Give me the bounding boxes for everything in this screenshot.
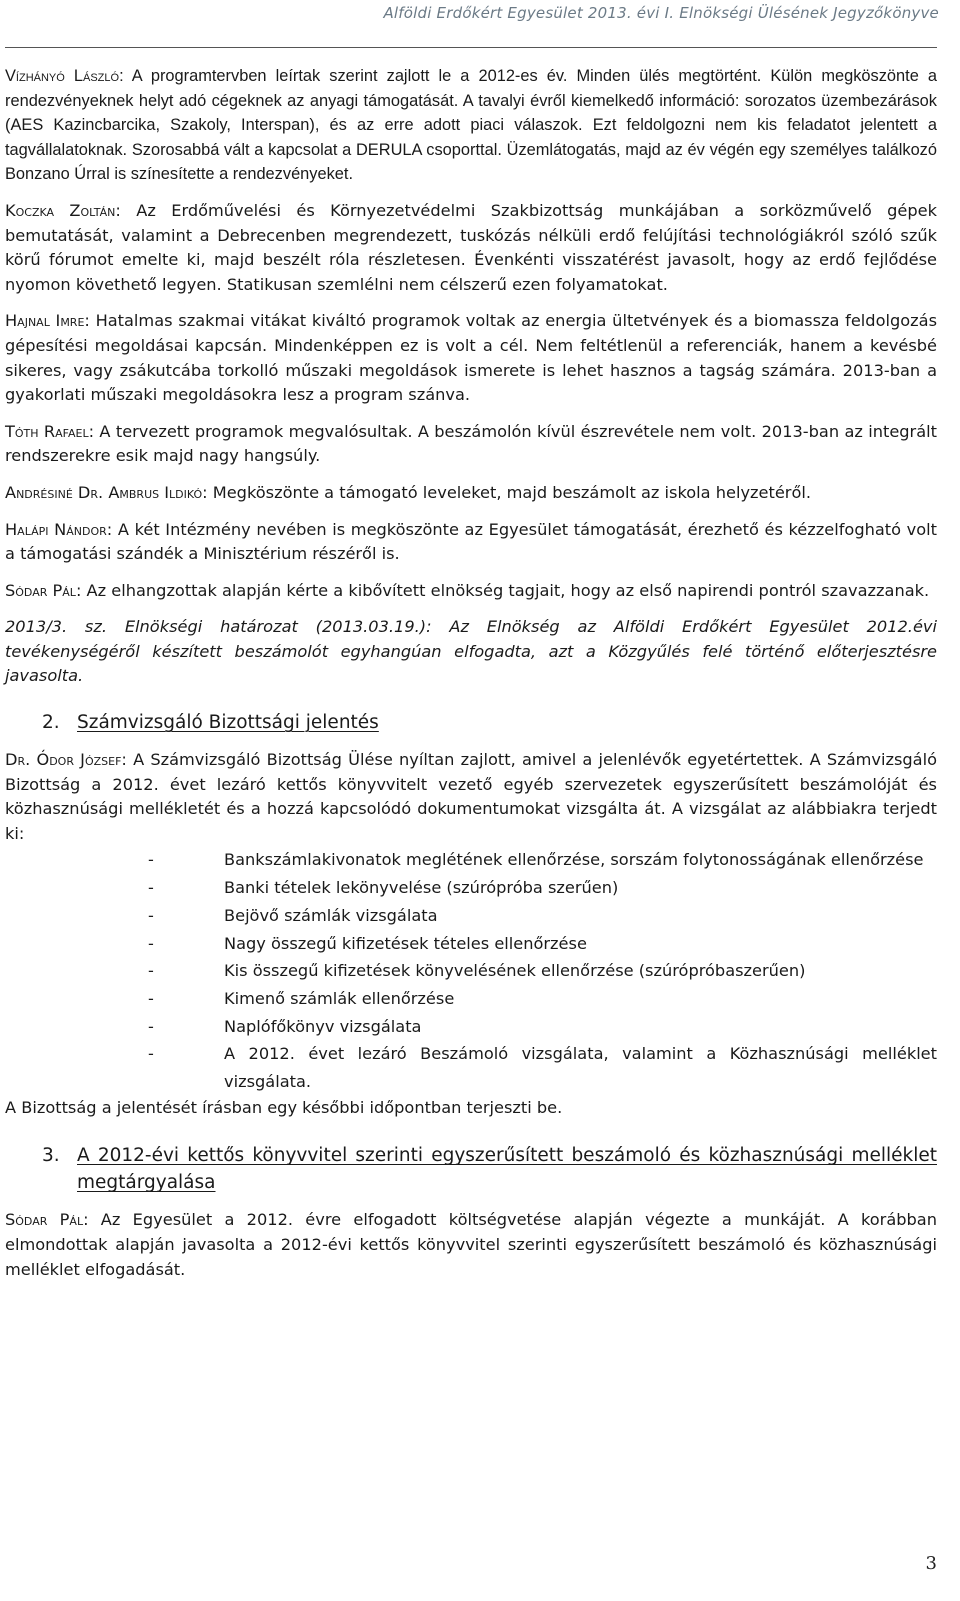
dash-bullet: - [148, 1016, 154, 1036]
document-body [5, 64, 937, 1294]
dash-bullet: - [148, 850, 154, 870]
speaker-name: Vízhányó László [5, 67, 120, 85]
speaker-name: Koczka Zoltán [5, 200, 116, 220]
paragraph-vizhanyo [5, 64, 937, 187]
section-2-heading [5, 709, 937, 736]
speaker-name: Halápi Nándor [5, 519, 107, 539]
list-item [5, 985, 937, 1013]
list-item-text: Banki tételek lekönyvelése (szúrópróba szerűen) [224, 878, 619, 898]
audit-checklist [5, 846, 937, 1095]
paragraph-halapi [5, 518, 937, 567]
section-3-paragraph [5, 1208, 937, 1282]
section-number: 2. [42, 712, 60, 734]
list-item-text: A 2012. évet lezáró Beszámoló vizsgálata, valamint a Közhasznúsági melléklet vizsgálata. [224, 1044, 937, 1092]
paragraph-text: : A programtervben leírtak szerint zajlott le a 2012-es év. Minden ülés megtörtént. Külön megköszönte a rendezvényeknek helyt adó cégeknek az anyagi támogatását. A tavalyi évről kiemelkedő információ: sorozatos üzembezárások (AES Kazincbarcika, Szakoly, Interspan), és az erre adott piaci válaszok. Ezt feldolgozni nem kis feladatot jelentett a tagvállalatoknak. Szorosabbá vált a kapcsolat a DERULA csoporttal. Üzemlátogatás, majd az év végén egy személyes találkozó Bonzano Úrral is színesítette a rendezvényeket. [5, 67, 937, 184]
dash-bullet: - [148, 933, 154, 953]
list-item [5, 846, 937, 874]
dash-bullet: - [148, 1044, 154, 1064]
speaker-name: Hajnal Imre [5, 311, 85, 331]
speaker-name: Sódar Pál [5, 1210, 84, 1230]
section-2-intro [5, 748, 937, 846]
dash-bullet: - [148, 961, 154, 981]
speaker-name: Tóth Rafael [5, 421, 89, 441]
dash-bullet: - [148, 878, 154, 898]
list-item-text: Naplófőkönyv vizsgálata [224, 1016, 422, 1036]
speaker-name: Andrésiné Dr. Ambrus Ildikó [5, 482, 203, 502]
paragraph-text: : Megköszönte a támogató leveleket, majd beszámolt az iskola helyzetéről. [202, 482, 811, 502]
list-item-text: Kimenő számlák ellenőrzése [224, 988, 455, 1008]
speaker-name: Sódar Pál [5, 580, 76, 600]
section-2-closing: A Bizottság a jelentését írásban egy későbbi időpontban terjeszti be. [5, 1097, 563, 1117]
running-header: Alföldi Erdőkért Egyesület 2013. évi I. Elnökségi Ülésének Jegyzőkönyve [383, 4, 939, 22]
paragraph-text: : A két Intézmény nevében is megköszönte az Egyesület támogatását, érezhető és kézzelfogható volt a támogatási szándék a Minisztérium részéről is. [5, 519, 937, 564]
list-item-text: Bankszámlakivonatok meglétének ellenőrzése, sorszám folytonosságának ellenőrzése [224, 850, 924, 870]
paragraph-koczka [5, 199, 937, 297]
paragraph-text: : Az elhangzottak alapján kérte a kibővített elnökség tagjait, hogy az első napirendi pontról szavazzanak. [75, 580, 930, 600]
dash-bullet: - [148, 988, 154, 1008]
list-item-text: Kis összegű kifizetések könyvelésének ellenőrzése (szúrópróbaszerűen) [224, 961, 806, 981]
dash-bullet: - [148, 905, 154, 925]
paragraph-text: : Hatalmas szakmai vitákat kiváltó programok voltak az energia ültetvények és a biomassza feldolgozás gépesítési megoldásai kapcsán. Mindenképpen ez is volt a cél. Nem feltétlenül a referenciák, hanem a kevésbé sikeres, vagy zsákutcába torkolló műszaki megoldások ismerete is lehet hasznos a tagság számára. 2013-ban a gyakorlati műszaki megoldásokra lesz a program szánva. [5, 311, 937, 405]
list-item [5, 1013, 937, 1041]
paragraph-andresine [5, 481, 937, 506]
list-item [5, 902, 937, 930]
section-3-heading [5, 1142, 937, 1196]
header-divider [5, 47, 937, 48]
paragraph-hajnal [5, 309, 937, 407]
resolution-text: 2013/3. sz. Elnökségi határozat (2013.03.19.): Az Elnökség az Alföldi Erdőkért Egyesület 2012.évi tevékenységéről készített beszámolót egyhangúan elfogadta, azt a Közgyűlés felé történő előterjesztésre javasolta. [5, 617, 937, 686]
list-item [5, 957, 937, 985]
paragraph-text: : Az Erdőművelési és Környezetvédelmi Szakbizottság munkájában a sorközművelő gépek bemutatását, valamint a Debrecenben megrendezett, tuskózás nélküli erdő felújítási technológiákról szóló szűk körű fórumot emelte ki, majd beszélt róla részletesen. Évenkénti visszatérést javasolt, hogy az erdő fejlődése nyomon követhető legyen. Statikusan szemlélni nem célszerű ezen folyamatokat. [5, 200, 937, 294]
list-item [5, 930, 937, 958]
list-item [5, 874, 937, 902]
paragraph-text: : Az Egyesület a 2012. évre elfogadott költségvetése alapján végezte a munkáját. A korábban elmondottak alapján javasolta a 2012-évi kettős könyvvitel szerinti egyszerűsített beszámoló és közhasznúsági melléklet elfogadását. [5, 1210, 937, 1279]
speaker-name: Dr. Ódor József [5, 750, 122, 770]
page-number: 3 [925, 1553, 937, 1574]
section-title: Számvizsgáló Bizottsági jelentés [77, 712, 379, 734]
list-item-text: Bejövő számlák vizsgálata [224, 905, 438, 925]
paragraph-sodar [5, 579, 937, 604]
section-title: A 2012-évi kettős könyvvitel szerinti egyszerűsített beszámoló és közhasznúsági melléklet megtárgyalása [77, 1145, 937, 1194]
paragraph-text: : A Számvizsgáló Bizottság Ülése nyíltan zajlott, amivel a jelenlévők egyetértettek. A Számvizsgáló Bizottság a 2012. évet lezáró kettős könyvvitelt vezető egyéb szervezetek egyszerűsített beszámolóját és közhasznúsági mellékletét és a hozzá kapcsolódó dokumentumokat vizsgálta át. A vizsgálat az alábbiakra terjedt ki: [5, 750, 937, 843]
document-page [5, 0, 937, 1601]
paragraph-text: : A tervezett programok megvalósultak. A beszámolón kívül észrevétele nem volt. 2013-ban az integrált rendszerekre esik majd nagy hangsúly. [5, 421, 937, 466]
list-item [5, 1040, 937, 1095]
list-item-text: Nagy összegű kifizetések tételes ellenőrzése [224, 933, 587, 953]
paragraph-toth [5, 420, 937, 469]
section-number: 3. [42, 1145, 60, 1167]
